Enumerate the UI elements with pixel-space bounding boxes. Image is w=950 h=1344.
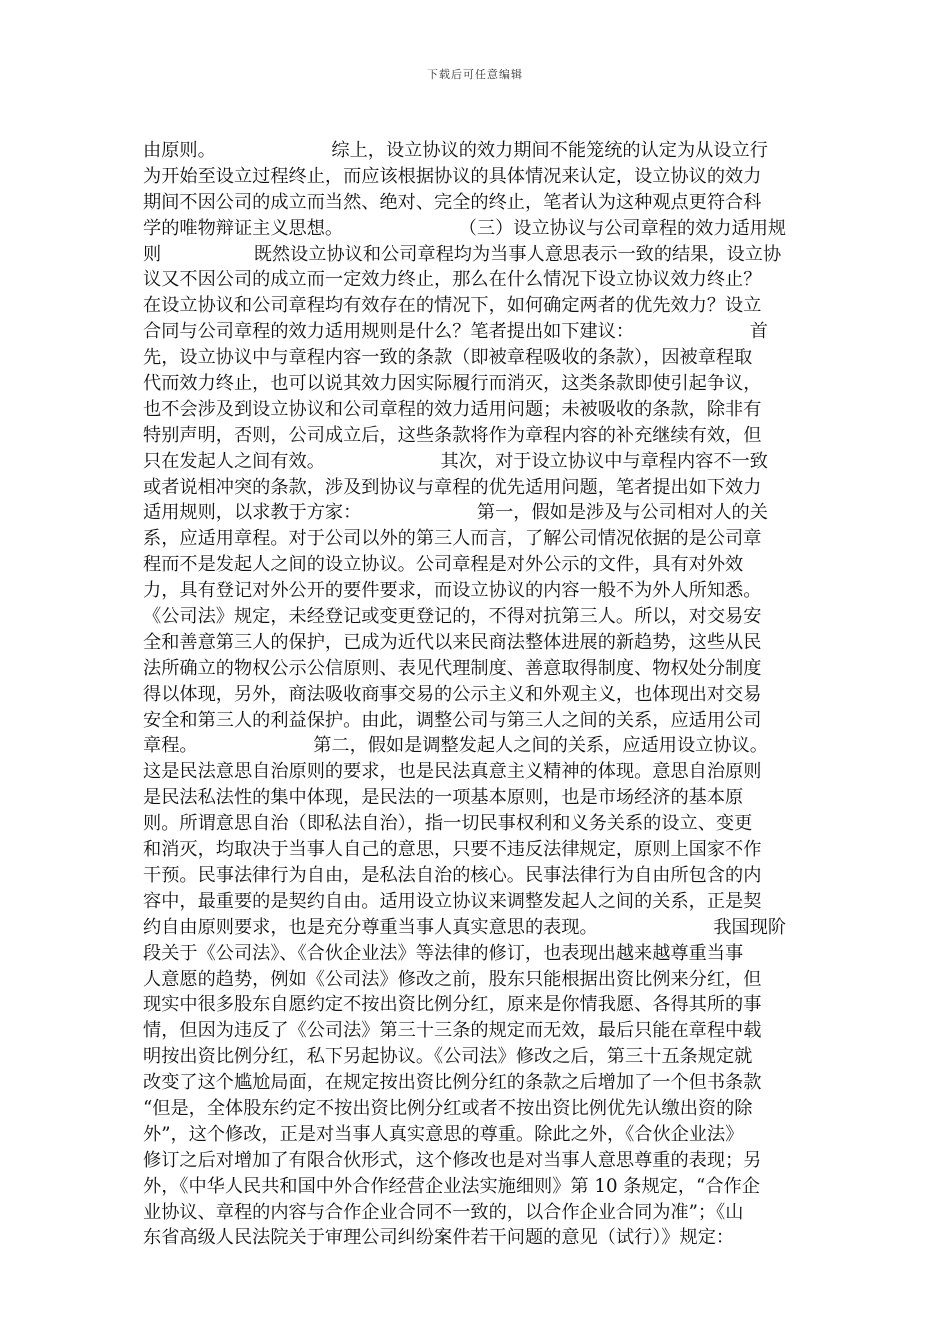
text-line: 程而不是发起人之间的设立协议。公司章程是对外公示的文件，具有对外效: [143, 554, 744, 576]
text-line: 现实中很多股东自愿约定不按出资比例分红，原来是你情我愿、各得其所的事: [143, 994, 762, 1016]
text-line: 东省高级人民法院关于审理公司纠纷案件若干问题的意见（试行）》规定：: [143, 1227, 735, 1249]
text-line: 全和善意第三人的保护，已成为近代以来民商法整体进展的新趋势，这些从民: [143, 631, 762, 653]
document-body: [143, 138, 815, 1251]
text-line: 约自由原则要求，也是充分尊重当事人真实意思的表现。 我国现阶: [143, 916, 787, 938]
text-line: 只在发起人之间有效。 其次，对于设立协议中与章程内容不一致: [143, 450, 768, 472]
text-line: 由原则。 综上，设立协议的效力期间不能笼统的认定为从设立行: [143, 140, 768, 161]
text-line: 代而效力终止，也可以说其效力因实际履行而消灭，这类条款即使引起争议，: [143, 373, 762, 395]
text-line: 这是民法意思自治原则的要求，也是民法真意主义精神的体现。意思自治原则: [143, 761, 762, 783]
text-line: 为开始至设立过程终止，而应该根据协议的具体情况来认定，设立协议的效力: [143, 165, 762, 187]
text-line: 则 既然设立协议和公司章程均为当事人意思表示一致的结果，设立协: [143, 243, 782, 265]
text-line: 期间不因公司的成立而当然、绝对、完全的终止，笔者认为这种观点更符合科: [143, 191, 762, 213]
text-line: 也不会涉及到设立协议和公司章程的效力适用问题；未被吸收的条款，除非有: [143, 398, 762, 420]
text-line: 先，设立协议中与章程内容一致的条款（即被章程吸收的条款），因被章程取: [143, 347, 753, 369]
text-line: 外”，这个修改，正是对当事人真实意思的尊重。除此之外，《合伙企业法》: [143, 1123, 744, 1145]
text-line: 容中，最重要的是契约自由。适用设立协议来调整发起人之间的关系，正是契: [143, 890, 762, 912]
text-line: 段关于《公司法》、《合伙企业法》等法律的修订，也表现出越来越尊重当事: [143, 942, 744, 964]
text-line: 修订之后对增加了有限合伙形式，这个修改也是对当事人意思尊重的表现；另: [143, 1149, 762, 1171]
text-line: 系，应适用章程。对于公司以外的第三人而言，了解公司情况依据的是公司章: [143, 528, 762, 550]
text-line: 或者说相冲突的条款，涉及到协议与章程的优先适用问题，笔者提出如下效力: [143, 476, 762, 498]
text-line: 合同与公司章程的效力适用规则是什么？笔者提出如下建议： 首: [143, 321, 768, 343]
text-line: 情，但因为违反了《公司法》第三十三条的规定而无效，最后只能在章程中载: [143, 1020, 762, 1042]
text-line: 人意愿的趋势，例如《公司法》修改之前，股东只能根据出资比例来分红，但: [143, 968, 762, 990]
text-line: 《公司法》规定，未经登记或变更登记的，不得对抗第三人。所以，对交易安: [143, 606, 762, 628]
page-header: 下载后可任意编辑: [427, 68, 523, 81]
text-line: 和消灭，均取决于当事人自己的意思，只要不违反法律规定，原则上国家不作: [143, 839, 762, 861]
text-line: 得以体现，另外，商法吸收商事交易的公示主义和外观主义，也体现出对交易: [143, 683, 762, 705]
text-line: 适用规则，以求教于方家： 第一，假如是涉及与公司相对人的关: [143, 502, 768, 524]
text-line: 安全和第三人的利益保护。由此，调整公司与第三人之间的关系，应适用公司: [143, 709, 762, 731]
text-line: 在设立协议和公司章程均有效存在的情况下，如何确定两者的优先效力？设立: [143, 295, 762, 317]
text-line: 特别声明，否则，公司成立后，这些条款将作为章程内容的补充继续有效，但: [143, 424, 762, 446]
text-line: 法所确立的物权公示公信原则、表见代理制度、善意取得制度、物权处分制度: [143, 657, 762, 679]
text-line: 改变了这个尴尬局面，在规定按出资比例分红的条款之后增加了一个但书条款: [143, 1072, 762, 1094]
text-line: 章程。 第二，假如是调整发起人之间的关系，应适用设立协议。: [143, 735, 768, 757]
text-line: 外，《中华人民共和国中外合作经营企业法实施细则》第 10 条规定，“合作企: [143, 1175, 760, 1197]
text-line: 力，具有登记对外公开的要件要求，而设立协议的内容一般不为外人所知悉。: [143, 580, 762, 602]
text-line: 则。所谓意思自治（即私法自治），指一切民事权利和义务关系的设立、变更: [143, 813, 753, 835]
text-line: 是民法私法性的集中体现，是民法的一项基本原则，也是市场经济的基本原: [143, 787, 744, 809]
text-line: 业协议、章程的内容与合作企业合同不一致的，以合作企业合同为准”；《山: [143, 1201, 744, 1223]
text-line: 学的唯物辩证主义思想。 （三）设立协议与公司章程的效力适用规: [143, 217, 787, 239]
text-line: 议又不因公司的成立而一定效力终止，那么在什么情况下设立协议效力终止？: [143, 269, 762, 291]
text-line: 明按出资比例分红，私下另起协议。《公司法》修改之后，第三十五条规定就: [143, 1046, 753, 1068]
text-line: 干预。民事法律行为自由，是私法自治的核心。民事法律行为自由所包含的内: [143, 864, 762, 886]
text-line: “但是，全体股东约定不按出资比例分红或者不按出资比例优先认缴出资的除: [143, 1097, 753, 1119]
